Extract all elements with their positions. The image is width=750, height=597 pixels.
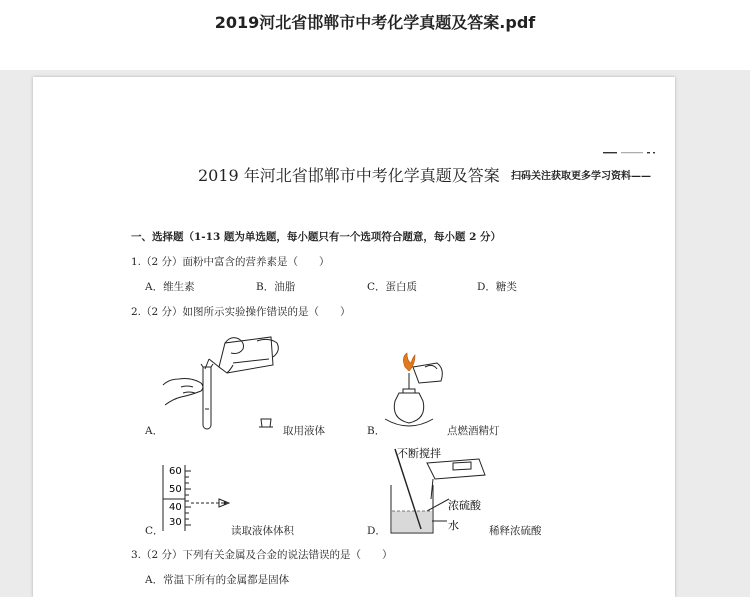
- label-acid: 浓硫酸: [448, 499, 481, 512]
- question-2-stem: 2.（2 分）如图所示实验操作错误的是（ ）: [131, 306, 351, 318]
- q1-option-a: A．维生素: [145, 281, 195, 293]
- stopper-icon: [259, 417, 273, 429]
- corner-mark: [603, 151, 655, 155]
- q2-option-d-caption: 稀释浓硫酸: [489, 525, 542, 537]
- label-water: 水: [448, 519, 459, 532]
- tick-30: 30: [169, 517, 182, 528]
- tick-60: 60: [169, 466, 182, 477]
- q2-option-a-caption: 取用液体: [283, 425, 325, 437]
- q2-option-b-caption: 点燃酒精灯: [447, 425, 500, 437]
- document-title: 2019 年河北省邯郸市中考化学真题及答案: [198, 166, 500, 185]
- question-3-stem: 3.（2 分）下列有关金属及合金的说法错误的是（ ）: [131, 549, 393, 561]
- figure-b-alcohol-lamp: [379, 359, 451, 431]
- section-heading: 一、选择题（1-13 题为单选题，每小题只有一个选项符合题意，每小题 2 分）: [131, 231, 502, 243]
- tick-50: 50: [169, 484, 182, 495]
- label-stir: 不断搅拌: [397, 447, 441, 460]
- q3-option-a: A．常温下所有的金属都是固体: [145, 574, 290, 586]
- q1-option-d: D．糖类: [477, 281, 517, 293]
- q2-option-c-letter: C．: [145, 525, 164, 537]
- q2-option-b-letter: B．: [367, 425, 386, 437]
- question-1-stem: 1.（2 分）面粉中富含的营养素是（ ）: [131, 256, 330, 268]
- tick-40: 40: [169, 502, 182, 513]
- q2-option-a-letter: A．: [145, 425, 164, 437]
- q1-option-b: B．油脂: [256, 281, 296, 293]
- q1-option-c: C．蛋白质: [367, 281, 418, 293]
- document-page: [33, 77, 675, 597]
- q2-option-c-caption: 读取液体体积: [231, 525, 294, 537]
- promo-overlay-text: 扫码关注获取更多学习资料——: [511, 171, 651, 182]
- q2-option-d-letter: D．: [367, 525, 386, 537]
- file-title: 2019河北省邯郸市中考化学真题及答案.pdf: [214, 13, 536, 32]
